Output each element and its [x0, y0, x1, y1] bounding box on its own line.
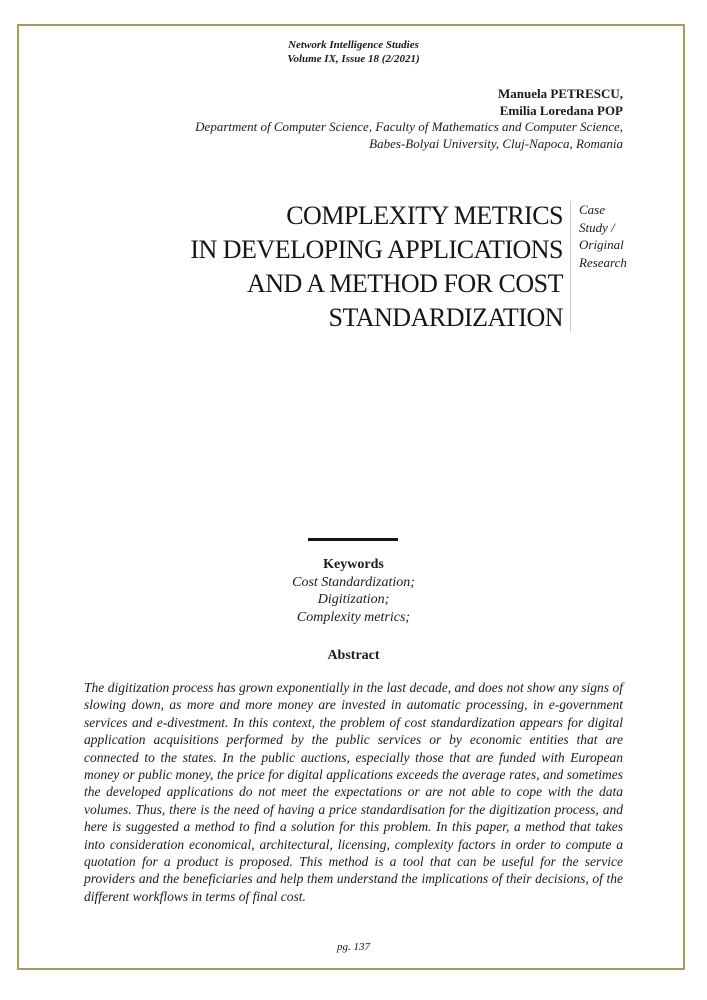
keywords-section	[0, 556, 707, 626]
authors-block	[84, 86, 623, 152]
keywords-heading: Keywords	[323, 557, 384, 572]
abstract-heading: Abstract	[327, 648, 380, 663]
keywords-divider-rule	[308, 538, 398, 541]
journal-header	[0, 38, 707, 66]
keyword-item-1: Cost Standardization;	[292, 574, 415, 590]
paper-title	[40, 199, 563, 335]
author-name-2: Emilia Loredana POP	[499, 102, 623, 118]
abstract-text: The digitization process has grown exponentially in the last decade, and does not show any signs of slowing down, as more and more money are invested in automatic processing, in e-government services and e-divestment. In this context, the problem of cost standardization appears for digital application acquisitions performed by the public services or by economic entities that are connected to the states. In the public auctions, especially those that are funded with European money or public money, the price for digital applications exceeds the average rates, and sometimes the developed applications do not meet the expectations or are not able to cope with the data volumes. Thus, there is the need of having a price standardisation for the digitization process, and here is suggested a method to find a solution for this problem. In this paper, a method that takes into consideration economical, architectural, licensing, complexity factors in order to compute a quotation for a product is proposed. This method is a tool that can be useful for the service providers and the beneficiaries and help them understand the implications of their decisions, of the different workflows in terms of final cost.	[84, 680, 623, 904]
author-affiliation-line-2: Babes-Bolyai University, Cluj-Napoca, Romania	[369, 135, 623, 151]
paper-title-line-1: COMPLEXITY METRICS	[286, 201, 563, 230]
keyword-item-3: Complexity metrics;	[296, 609, 411, 625]
page-number: pg. 137	[337, 941, 370, 953]
paper-title-line-2: IN DEVELOPING APPLICATIONS	[190, 235, 563, 264]
keyword-item-2: Digitization;	[317, 592, 390, 607]
paper-title-line-3: AND A METHOD FOR COST	[247, 269, 563, 298]
article-type-label: Case Study / Original Research	[570, 201, 628, 332]
author-name-1: Manuela PETRESCU,	[498, 86, 623, 101]
journal-issue: Volume IX, Issue 18 (2/2021)	[287, 53, 420, 65]
journal-name: Network Intelligence Studies	[288, 39, 419, 51]
author-affiliation-line-1: Department of Computer Science, Faculty of Mathematics and Computer Science,	[195, 119, 623, 134]
paper-title-line-4: STANDARDIZATION	[328, 303, 563, 332]
